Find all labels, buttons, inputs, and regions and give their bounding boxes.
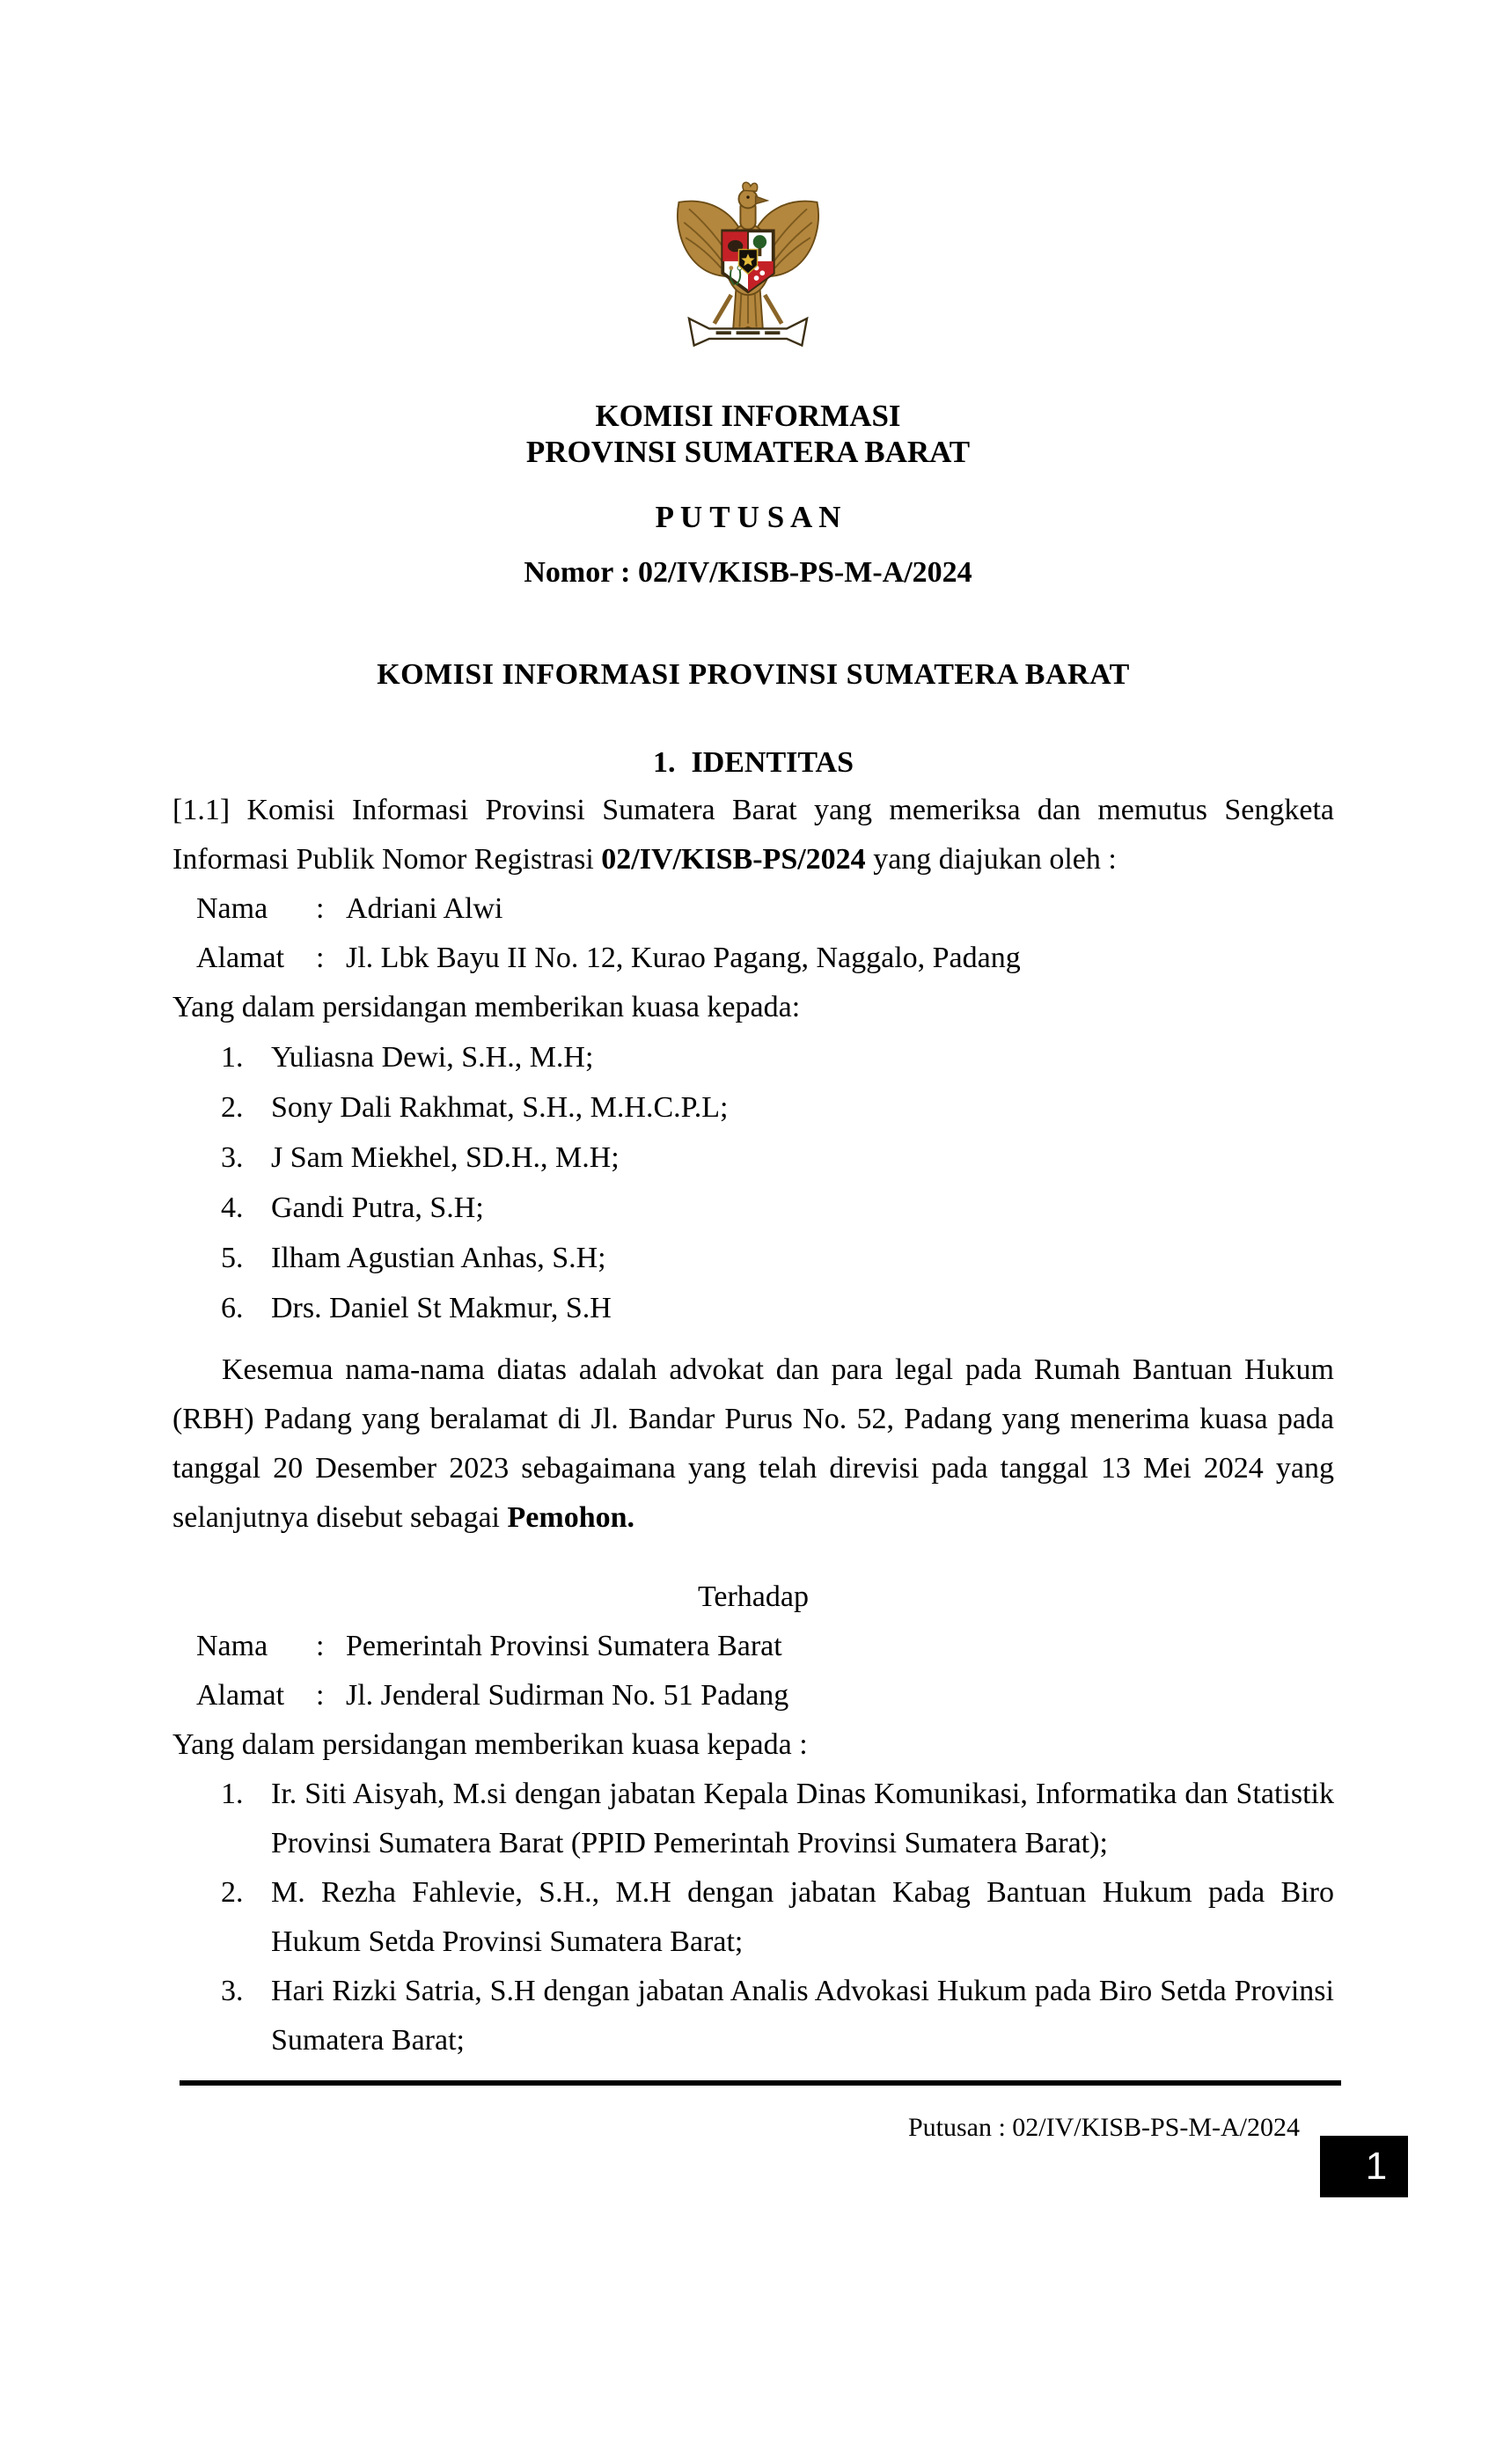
identity-row: [172, 884, 1334, 934]
list-item-number: 1.: [221, 1778, 244, 1810]
kuasa-list-item: [221, 1967, 1334, 2065]
kuasa-list-item: [221, 1183, 1334, 1233]
kuasa-list-item: [221, 1868, 1334, 1967]
list-item-number: 5.: [221, 1242, 244, 1274]
list-item-text: M. Rezha Fahlevie, S.H., M.H dengan jabatan Kabag Bantuan Hukum pada Biro Hukum Setda Provinsi Sumatera Barat;: [271, 1876, 1334, 1958]
identity-row-value: Jl. Jenderal Sudirman No. 51 Padang: [346, 1679, 789, 1712]
pemohon-kuasa-list: [172, 1032, 1334, 1333]
termohon-kuasa-intro: Yang dalam persidangan memberikan kuasa kepada :: [172, 1728, 808, 1761]
termohon-kuasa-list: [172, 1770, 1334, 2065]
list-item-number: 2.: [221, 1876, 244, 1909]
garuda-pancasila-svg: [664, 179, 832, 357]
document-number: Nomor : 02/IV/KISB-PS-M-A/2024: [524, 556, 972, 589]
list-item-number: 3.: [221, 1141, 244, 1174]
list-item-text: Hari Rizki Satria, S.H dengan jabatan Analis Advokasi Hukum pada Biro Setda Provinsi Sumatera Barat;: [271, 1975, 1334, 2057]
kuasa-list-item: [221, 1082, 1334, 1133]
terhadap-line: Terhadap: [698, 1580, 809, 1613]
identity-row-separator: :: [316, 892, 325, 925]
identity-row-label: Nama: [196, 1630, 268, 1662]
section-heading-identitas: [172, 744, 1334, 782]
letterhead-org-line2: PROVINSI SUMATERA BARAT: [525, 435, 971, 469]
footer-document-number: Putusan : 02/IV/KISB-PS-M-A/2024: [907, 2113, 1300, 2142]
list-item-text: Gandi Putra, S.H;: [271, 1192, 484, 1224]
paragraph-1-1: [172, 786, 1334, 884]
list-item-text: J Sam Miekhel, SD.H., M.H;: [271, 1141, 620, 1174]
list-item-text: Ir. Siti Aisyah, M.si dengan jabatan Kepala Dinas Komunikasi, Informatika dan Statistik Provinsi Sumatera Barat (PPID Pemerintah Provinsi Sumatera Barat);: [271, 1778, 1334, 1859]
pemohon-closing-text: Kesemua nama-nama diatas adalah advokat dan para legal pada Rumah Bantuan Hukum (RBH) Padang yang beralamat di Jl. Bandar Purus No. 52, Padang yang menerima kuasa pada tanggal 20 Desember 2023 sebagaimana yang telah direvisi pada tanggal 13 Mei 2024 yang selanjutnya disebut sebagai: [172, 1353, 1334, 1534]
kuasa-list-item: [221, 1283, 1334, 1333]
pemohon-closing-paragraph: [172, 1346, 1334, 1543]
list-item-number: 6.: [221, 1292, 244, 1324]
registration-number: 02/IV/KISB-PS/2024: [601, 843, 866, 876]
identity-row-label: Alamat: [196, 942, 285, 974]
footer-divider: [180, 2080, 1341, 2086]
kuasa-list-item: [221, 1032, 1334, 1082]
letterhead: [0, 398, 1496, 470]
list-item-number: 4.: [221, 1192, 244, 1224]
identity-row-value: Jl. Lbk Bayu II No. 12, Kurao Pagang, Naggalo, Padang: [346, 942, 1021, 974]
identity-row-value: Adriani Alwi: [346, 892, 503, 925]
garuda-pancasila-emblem: [664, 179, 832, 357]
page-number-badge: [1320, 2136, 1408, 2197]
identity-row: [172, 1671, 1334, 1720]
document-title: P U T U S A N: [655, 500, 841, 534]
section-label: IDENTITAS: [691, 746, 854, 779]
list-item-text: Yuliasna Dewi, S.H., M.H;: [271, 1041, 594, 1074]
paragraph-1-1-text: [1.1] Komisi Informasi Provinsi Sumatera Barat yang memeriksa dan memutus Sengketa Informasi Publik Nomor Registrasi: [172, 794, 1334, 876]
pemohon-kuasa-intro: Yang dalam persidangan memberikan kuasa kepada:: [172, 991, 801, 1023]
paragraph-1-1-text-after: yang diajukan oleh :: [865, 843, 1117, 876]
section-number: 1.: [652, 746, 676, 779]
identity-row-label: Nama: [196, 892, 268, 925]
identity-row: [172, 934, 1334, 983]
identity-row-label: Alamat: [196, 1679, 285, 1712]
identity-row-separator: :: [316, 1630, 325, 1662]
kuasa-list-item: [221, 1233, 1334, 1283]
list-item-text: Sony Dali Rakhmat, S.H., M.H.C.P.L;: [271, 1091, 729, 1124]
kuasa-list-item: [221, 1133, 1334, 1183]
org-heading: KOMISI INFORMASI PROVINSI SUMATERA BARAT: [377, 658, 1130, 691]
kuasa-list-item: [221, 1770, 1334, 1868]
identity-row: [172, 1622, 1334, 1671]
identity-row-separator: :: [316, 942, 325, 974]
list-item-number: 3.: [221, 1975, 244, 2007]
list-item-number: 1.: [221, 1041, 244, 1074]
letterhead-org-line1: KOMISI INFORMASI: [595, 399, 901, 433]
list-item-text: Drs. Daniel St Makmur, S.H: [271, 1292, 612, 1324]
list-item-text: Ilham Agustian Anhas, S.H;: [271, 1242, 606, 1274]
termohon-identity-rows: [172, 1622, 1334, 1720]
list-item-number: 2.: [221, 1091, 244, 1124]
pemohon-bold-label: Pemohon.: [507, 1501, 635, 1534]
page-number: 1: [1365, 2145, 1388, 2188]
identity-row-separator: :: [316, 1679, 325, 1712]
identity-row-value: Pemerintah Provinsi Sumatera Barat: [346, 1630, 782, 1662]
pemohon-identity-rows: [172, 884, 1334, 983]
